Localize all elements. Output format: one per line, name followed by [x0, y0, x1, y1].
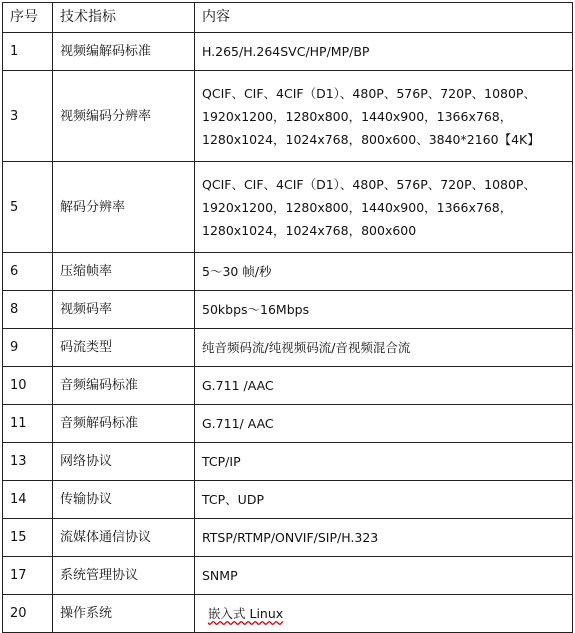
content-line: TCP、UDP	[202, 492, 264, 507]
content-line: TCP/IP	[202, 454, 241, 469]
header-content: 内容	[195, 3, 573, 33]
table-row	[3, 557, 573, 595]
content-line: 1920x1200，1280x800，1440x900，1366x768，	[202, 108, 513, 124]
row-item: 音频编码标准	[53, 367, 195, 405]
table-row	[3, 519, 573, 557]
row-content	[195, 519, 573, 557]
row-item: 系统管理协议	[53, 557, 195, 595]
row-item: 码流类型	[53, 329, 195, 367]
row-content	[195, 253, 573, 291]
row-content	[195, 443, 573, 481]
row-item: 视频编码分辨率	[53, 71, 195, 162]
content-line: G.711/ AAC	[202, 416, 274, 431]
content-line: G.711 /AAC	[202, 378, 274, 393]
table-row	[3, 443, 573, 481]
table-row	[3, 481, 573, 519]
row-content	[195, 162, 573, 253]
row-item: 流媒体通信协议	[53, 519, 195, 557]
content-line: SNMP	[202, 568, 238, 583]
table-row	[3, 291, 573, 329]
row-content	[195, 595, 573, 633]
row-no: 9	[3, 329, 53, 367]
content-line: QCIF、CIF、4CIF（D1）、480P、576P、720P、1080P、	[202, 176, 536, 192]
row-content	[195, 405, 573, 443]
content-line: 50kbps～16Mbps	[202, 302, 310, 317]
table-row	[3, 162, 573, 253]
row-no: 13	[3, 443, 53, 481]
row-item: 音频解码标准	[53, 405, 195, 443]
row-content	[195, 33, 573, 71]
row-content	[195, 557, 573, 595]
content-line: QCIF、CIF、4CIF（D1）、480P、576P、720P、1080P、	[202, 85, 536, 101]
row-no: 11	[3, 405, 53, 443]
row-no: 3	[3, 71, 53, 162]
table-row	[3, 33, 573, 71]
content-line: 纯音频码流/纯视频码流/音视频混合流	[202, 340, 411, 355]
table-header-row	[3, 3, 573, 33]
row-no: 5	[3, 162, 53, 253]
table-row	[3, 253, 573, 291]
row-content	[195, 367, 573, 405]
table-row	[3, 367, 573, 405]
header-no: 序号	[3, 3, 53, 33]
row-no: 10	[3, 367, 53, 405]
row-item: 网络协议	[53, 443, 195, 481]
table-row	[3, 405, 573, 443]
spec-table	[2, 2, 573, 633]
row-no: 20	[3, 595, 53, 633]
row-no: 1	[3, 33, 53, 71]
row-no: 17	[3, 557, 53, 595]
table-row	[3, 329, 573, 367]
row-content	[195, 329, 573, 367]
row-item: 传输协议	[53, 481, 195, 519]
row-item: 视频编解码标准	[53, 33, 195, 71]
row-item: 操作系统	[53, 595, 195, 633]
row-no: 6	[3, 253, 53, 291]
row-no: 14	[3, 481, 53, 519]
content-line: 1920x1200，1280x800，1440x900，1366x768，	[202, 199, 513, 215]
table-row	[3, 71, 573, 162]
row-no: 8	[3, 291, 53, 329]
content-line: 嵌入式 Linux	[208, 606, 284, 621]
content-line: RTSP/RTMP/ONVIF/SIP/H.323	[202, 530, 379, 545]
content-line: 5～30 帧/秒	[202, 264, 272, 279]
row-content	[195, 481, 573, 519]
table-row	[3, 595, 573, 633]
header-item: 技术指标	[53, 3, 195, 33]
row-item: 压缩帧率	[53, 253, 195, 291]
row-content	[195, 71, 573, 162]
content-line: 1280x1024，1024x768，800x600、3840*2160【4K】	[202, 131, 540, 147]
row-no: 15	[3, 519, 53, 557]
content-line: 1280x1024，1024x768，800x600	[202, 222, 417, 238]
row-item: 视频码率	[53, 291, 195, 329]
row-content	[195, 291, 573, 329]
content-line: H.265/H.264SVC/HP/MP/BP	[202, 44, 370, 59]
row-item: 解码分辨率	[53, 162, 195, 253]
